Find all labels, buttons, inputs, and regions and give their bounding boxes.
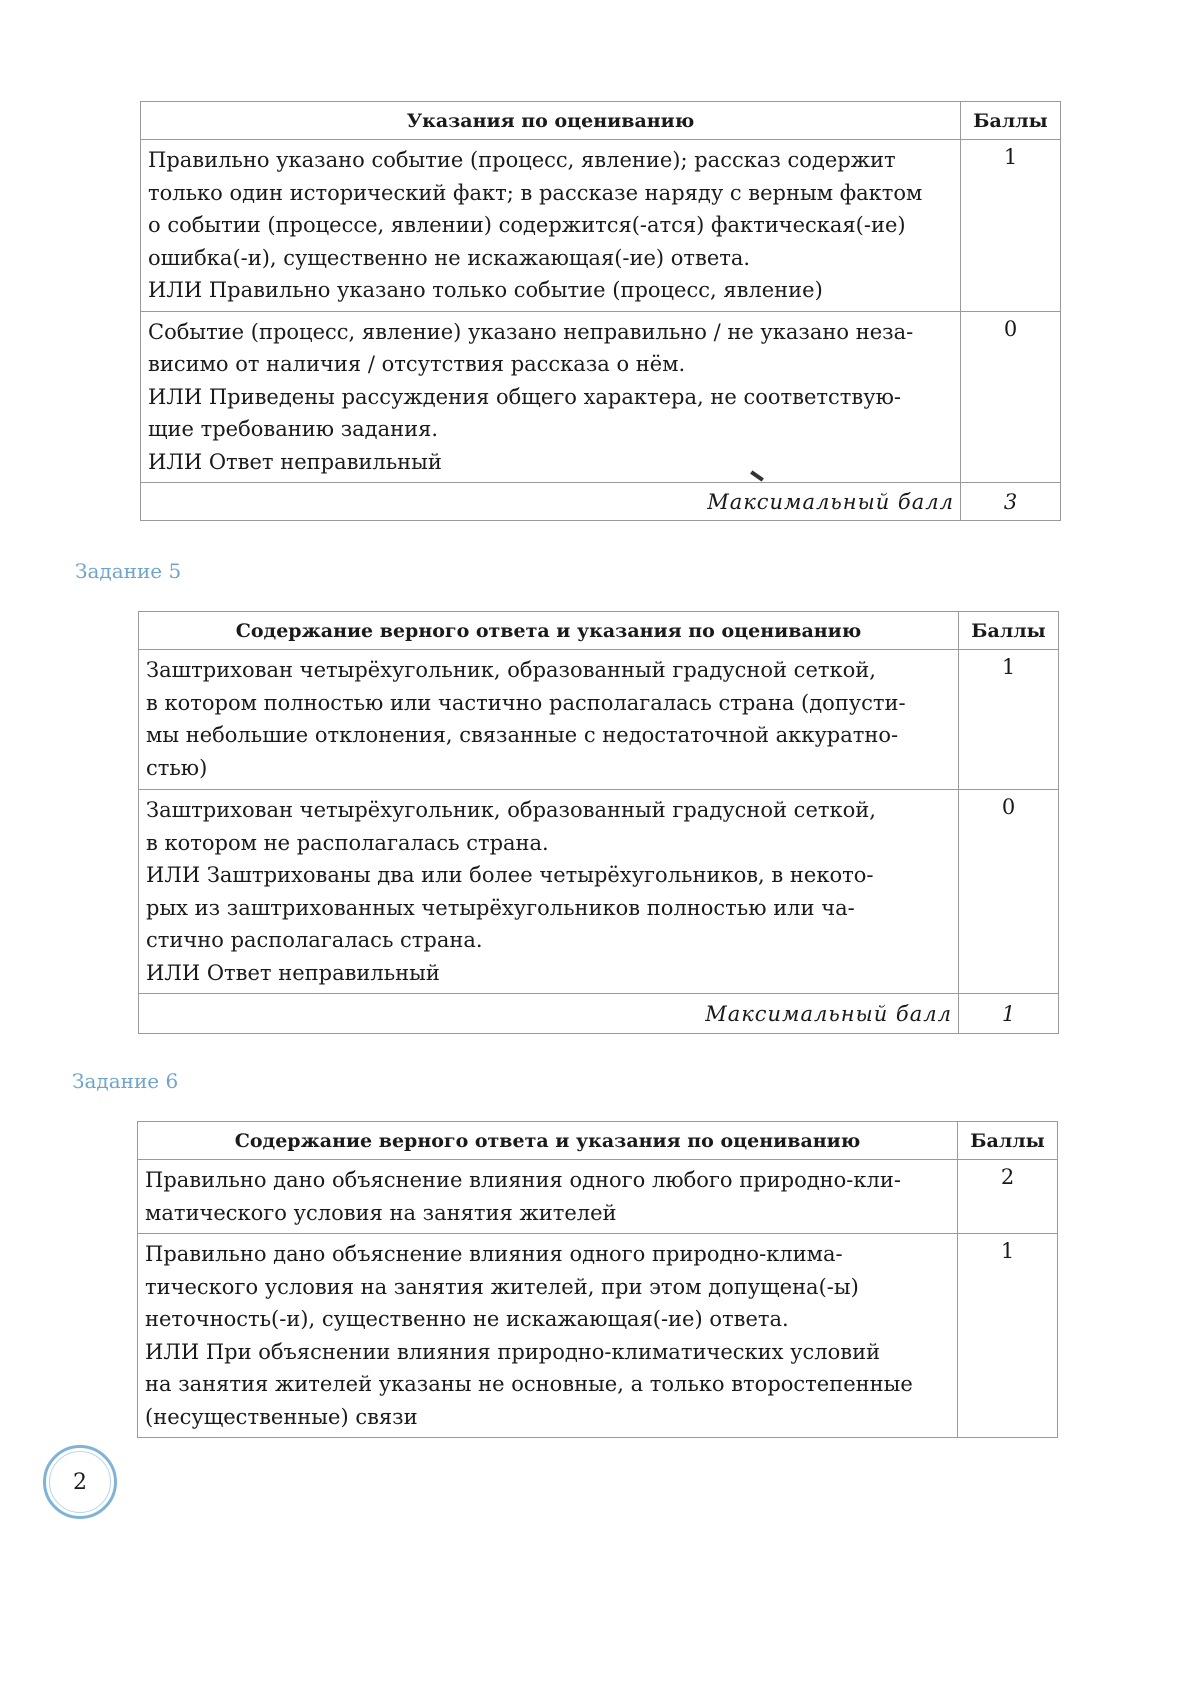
header-criteria: Содержание верного ответа и указания по оцениванию: [139, 612, 959, 650]
header-points: Баллы: [959, 612, 1059, 650]
criteria-text: Заштрихован четырёхугольник, образованный градусной сеткой, в котором не располагалась страна. ИЛИ Заштрихованы два или более четырёхугольников, в некото- рых из заштрихованных четырёхугольников полностью или ча- стично располагалась страна. ИЛИ Ответ неправильный: [139, 790, 959, 994]
page-number-badge: [43, 1445, 117, 1519]
page-number: 2: [49, 1451, 111, 1513]
points-value: 1: [958, 1234, 1058, 1438]
table-row: [138, 1234, 1058, 1438]
grading-table-task6: [137, 1121, 1058, 1438]
points-value: 2: [958, 1160, 1058, 1234]
task-5-heading: Задание 5: [75, 559, 182, 583]
max-score-row: [141, 483, 1061, 521]
max-score-label: Максимальный балл: [141, 483, 961, 521]
criteria-text: Правильно указано событие (процесс, явление); рассказ содержит только один исторический факт; в рассказе наряду с верным фактом о событии (процессе, явлении) содержится(-атся) фактическая(-ие) ошибка(-и), существенно не искажающая(-ие) ответа. ИЛИ Правильно указано только событие (процесс, явление): [141, 140, 961, 312]
max-score-row: [139, 994, 1059, 1034]
max-score-value: 3: [961, 483, 1061, 521]
table-row: [139, 790, 1059, 994]
header-points: Баллы: [958, 1122, 1058, 1160]
points-value: 1: [959, 650, 1059, 790]
header-criteria: Указания по оцениванию: [141, 102, 961, 140]
criteria-text: Правильно дано объяснение влияния одного природно-клима- тического условия на занятия жителей, при этом допущена(-ы) неточность(-и), существенно не искажающая(-ие) ответа. ИЛИ При объяснении влияния природно-климатических условий на занятия жителей указаны не основные, а только второстепенные (несущественные) связи: [138, 1234, 958, 1438]
table-header-row: [138, 1122, 1058, 1160]
table-row: [138, 1160, 1058, 1234]
max-score-label: Максимальный балл: [139, 994, 959, 1034]
grading-table-task4: [140, 101, 1061, 521]
max-score-value: 1: [959, 994, 1059, 1034]
table-row: [141, 311, 1061, 483]
table-row: [139, 650, 1059, 790]
task-6-heading: Задание 6: [72, 1069, 179, 1093]
points-value: 0: [959, 790, 1059, 994]
criteria-text: Событие (процесс, явление) указано неправильно / не указано неза- висимо от наличия / отсутствия рассказа о нём. ИЛИ Приведены рассуждения общего характера, не соответствую- щие требованию задания. ИЛИ Ответ неправильный: [141, 311, 961, 483]
table-header-row: [141, 102, 1061, 140]
header-points: Баллы: [961, 102, 1061, 140]
points-value: 1: [961, 140, 1061, 312]
points-value: 0: [961, 311, 1061, 483]
table-row: [141, 140, 1061, 312]
criteria-text: Правильно дано объяснение влияния одного любого природно-кли- матического условия на занятия жителей: [138, 1160, 958, 1234]
table-header-row: [139, 612, 1059, 650]
criteria-text: Заштрихован четырёхугольник, образованный градусной сеткой, в котором полностью или частично располагалась страна (допусти- мы небольшие отклонения, связанные с недостаточной аккуратно- стью): [139, 650, 959, 790]
header-criteria: Содержание верного ответа и указания по оцениванию: [138, 1122, 958, 1160]
grading-table-task5: [138, 611, 1059, 1034]
